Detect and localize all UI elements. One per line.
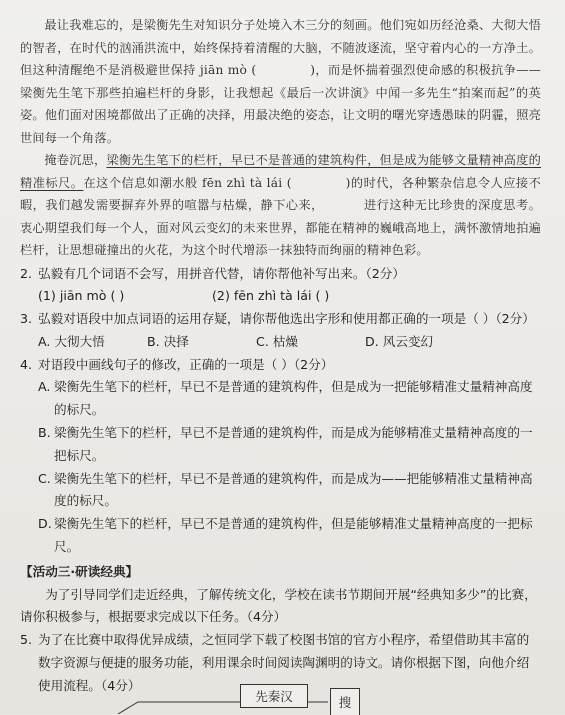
question-4-options [20,376,541,558]
passage-paragraph-1: 最让我难忘的，是梁衡先生对知识分子处境入木三分的刻画。他们宛如历经沧桑、大彻大悟的智者，在时代的汹涌洪流中，始终保持着清醒的大脑，不随波逐流，坚守着内心的一方净土。但这种清醒绝不是消极避世保持 jiān mò ( )，而是怀揣着强烈使命感的积极抗争——梁衡先生笔下那些拍遍栏杆的身影，让我想起《最后一次讲演》中闻一多先生“拍案而起”的英姿。他们面对困境都做出了正确的决择，用最决绝的姿态，让文明的曙光穿透愚昧的阴霾，照亮世间每一个角落。 [20,18,542,145]
question-2: 2. 弘毅有几个词语不会写，用拼音代替，请你帮他补写出来。（2分） [20,265,405,281]
question-3: 3. 弘毅对语段中加点词语的运用存疑，请你帮他选出字形和使用都正确的一项是（ ）（2分） [20,311,535,327]
section-title: 【活动三·研读经典】 [20,563,139,579]
passage-paragraph-2: 掩卷沉思，梁衡先生笔下的栏杆，早已不是普通的建筑构件，但是成为能够文量精神高度的精准标尺。在这个信息如潮水般 fēn zhì tà lái ( )的时代，各种繁杂信息令人应接不暇，我们越发需要摒弃外界的喧嚣与枯燥，静下心来， 进行这种无比珍贵的深度思考。衷心期望我们每一个人，面对风云变幻的未来世界，都能在精神的巍峨高地上，满怀激情地拍遍栏杆，让思想碰撞出的火花，为这个时代增添一抹独特而绚丽的精神色彩。 [20,153,541,257]
question-2-items: (1) jiān mò ( ) (2) fēn zhì tà lái ( ) [38,288,330,304]
option-a: A. 梁衡先生笔下的栏杆，早已不是普通的建筑构件，但是成为一把能够精准丈量精神高度的标尺。 [38,379,533,418]
underlined-sentence: 梁衡先生笔下的栏杆，早已不是普通的建筑构件，但是成为能够文量精神高度的精准标尺。 [20,153,541,190]
option-b: B. 梁衡先生笔下的栏杆，早已不是普通的建筑构件，而是成为能够精准丈量精神高度的一把标尺。 [38,425,533,463]
section-intro: 为了引导同学们走近经典，了解传统文化，学校在读书节期间开展“经典知多少”的比赛，请你积极参与，根据要求完成以下任务。（4分） [20,586,537,625]
question-5: 5. 为了在比赛中取得优异成绩，之恒同学下载了校图书馆的官方小程序，希望借助其丰富的数字资源与便捷的服务功能，利用课余时间阅读陶渊明的诗文。请你根据下图，向他介绍使用流程。（4分） [20,632,530,693]
question-4: 4. 对语段中画线句子的修改，正确的一项是（ ）（2分） [20,356,334,372]
question-3-options: A. 大彻大悟 B. 决择 C. 枯燥 D. 风云变幻 [38,333,434,349]
reading-passage [20,14,541,262]
flow-box-xianqinhan: 先秦汉 [240,684,308,708]
option-d: D. 梁衡先生笔下的栏杆，早已不是普通的建筑构件，但是能够精准丈量精神高度的一把标尺。 [38,516,533,555]
questions [20,263,541,698]
flow-box-search: 搜 [330,688,360,715]
option-c: C. 梁衡先生笔下的栏杆，早已不是普通的建筑构件，而是成为——把能够精准丈量精神高度的标尺。 [38,470,533,509]
flow-diagram [0,678,565,714]
